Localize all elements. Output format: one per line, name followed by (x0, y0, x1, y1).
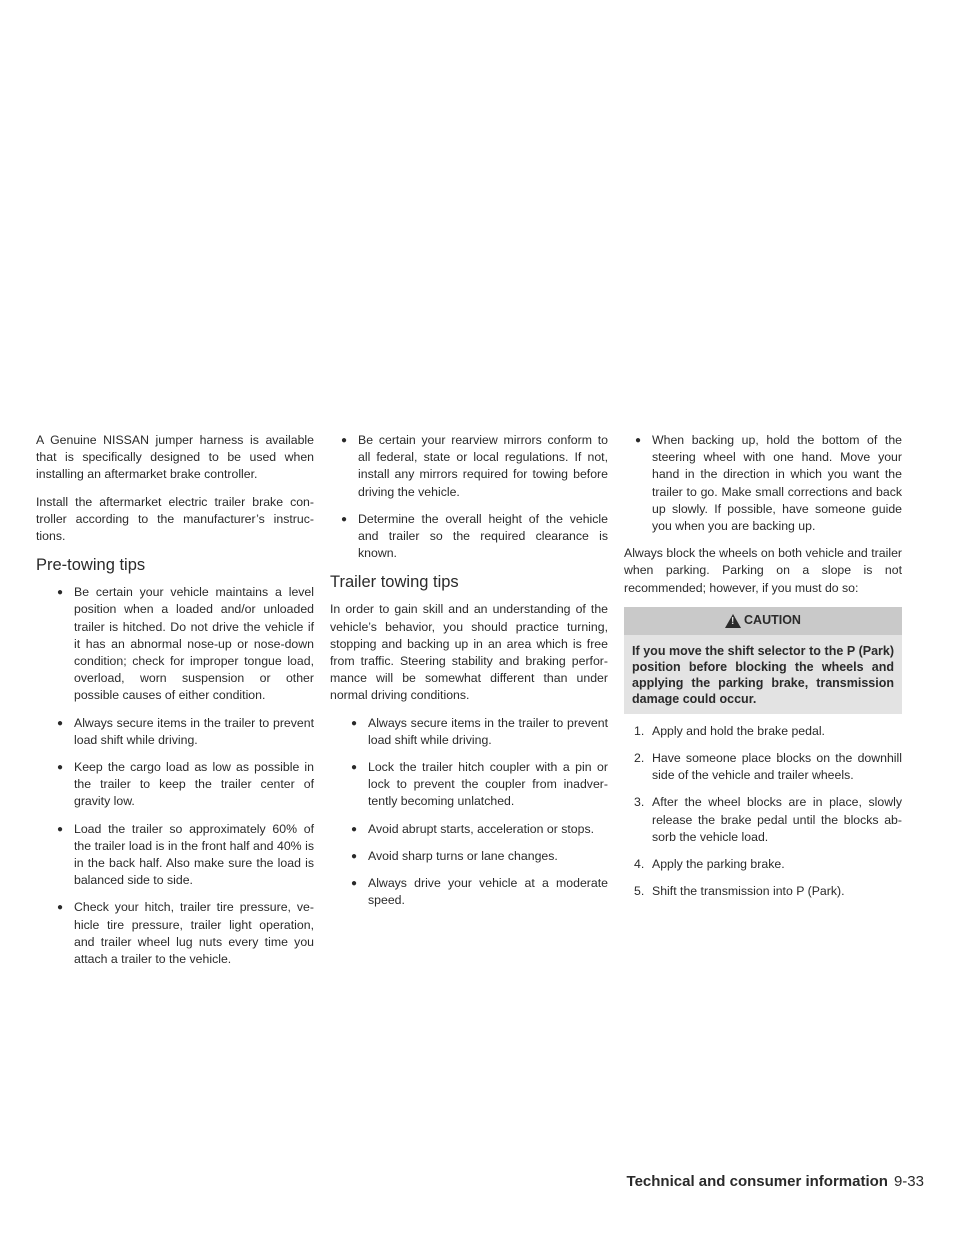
pretowing-list-continued (330, 432, 608, 562)
towing-heading: Trailer towing tips (330, 573, 459, 592)
towing-list (330, 715, 608, 910)
caution-title: CAUTION (744, 613, 801, 628)
list-item: ● Lock the trailer hitch coupler with a pin or lock to prevent the coupler from inadver- tently becoming unlatched. (330, 759, 608, 811)
list-item: ● Determine the overall height of the vehicle and trailer so the required clearance is known. (330, 511, 608, 563)
list-item: ● When backing up, hold the bottom of the steering wheel with one hand. Move your hand in the direction in which you want the trailer to go. Make small corrections and back up slowly. If possible, have someone guide you when you are backing up. (624, 432, 902, 535)
middle-column (330, 432, 608, 919)
section-title: Technical and consumer information (626, 1173, 888, 1190)
list-item: ● Keep the cargo load as low as possible in the trailer to keep the trailer center of gravity low. (36, 759, 314, 811)
step-text: Apply the parking brake. (652, 857, 785, 872)
intro-paragraph: Install the aftermarket electric trailer brake con- troller according to the manufacturer’s instruc- tions. (36, 494, 314, 544)
list-item: ● Always drive your vehicle at a moderate speed. (330, 875, 608, 909)
page-footer (627, 1173, 924, 1190)
caution-header (624, 607, 902, 635)
list-item: ● Be certain your rearview mirrors conform to all federal, state or local regulations. If not, install any mirrors required for towing before driving the vehicle. (330, 432, 608, 501)
list-item (624, 856, 902, 873)
pretowing-heading: Pre-towing tips (36, 556, 146, 575)
parking-steps (624, 723, 902, 901)
step-text: After the wheel blocks are in place, slowly release the brake pedal until the blocks ab- sorb the vehicle load. (652, 795, 902, 844)
list-item: ● Always secure items in the trailer to prevent load shift while driving. (36, 715, 314, 749)
list-item: ● Always secure items in the trailer to prevent load shift while driving. (330, 715, 608, 749)
left-column (36, 432, 314, 978)
list-item (624, 750, 902, 784)
step-number: 3. (634, 795, 645, 810)
step-number: 5. (634, 884, 645, 899)
warning-triangle-icon: ! (725, 614, 741, 628)
caution-box (624, 607, 902, 714)
towing-list-continued (624, 432, 902, 535)
list-item: ● Avoid sharp turns or lane changes. (330, 848, 608, 865)
list-item: ● Avoid abrupt starts, acceleration or stops. (330, 821, 608, 838)
step-text: Shift the transmission into P (Park). (652, 884, 845, 899)
list-item (624, 794, 902, 846)
towing-intro: In order to gain skill and an understanding of the vehicle’s behavior, you should practice turning, stopping and backing up in an area which is free from traffic. Steering stability and braking perfor- mance will be somewhat different than under normal driving conditions. (330, 602, 608, 703)
step-text: Have someone place blocks on the downhill side of the vehicle and trailer wheels. (652, 751, 902, 783)
page-number: 9-33 (893, 1173, 924, 1190)
step-number: 4. (634, 857, 645, 872)
step-number: 1. (634, 723, 645, 738)
step-text: Apply and hold the brake pedal. (652, 723, 825, 738)
caution-text: If you move the shift selector to the P (Park) position before blocking the wheels and applying the parking brake, transmission damage could occur. (632, 643, 894, 706)
list-item (624, 883, 902, 900)
list-item: ● Load the trailer so approximately 60% of the trailer load is in the front half and 40% is in the back half. Also make sure the load is balanced side to side. (36, 821, 314, 890)
intro-paragraph: A Genuine NISSAN jumper harness is available that is specifically designed to be used when installing an aftermarket brake controller. (36, 433, 314, 482)
right-column (624, 432, 902, 910)
list-item: ● Be certain your vehicle maintains a level position when a loaded and/or unloaded trailer is hitched. Do not drive the vehicle if it has an abnormal nose-up or nose-down condition; check for improper tongue load, overload, worn suspension or other possible causes of either condition. (36, 584, 314, 704)
list-item: ● Check your hitch, trailer tire pressure, ve- hicle tire pressure, trailer light operation, and trailer wheel lug nuts every time you attach a trailer to the vehicle. (36, 899, 314, 968)
list-item (624, 723, 902, 740)
parking-paragraph: Always block the wheels on both vehicle and trailer when parking. Parking on a slope is not recommended; however, if you must do so: (624, 546, 902, 595)
pretowing-list (36, 584, 314, 968)
step-number: 2. (634, 751, 645, 766)
